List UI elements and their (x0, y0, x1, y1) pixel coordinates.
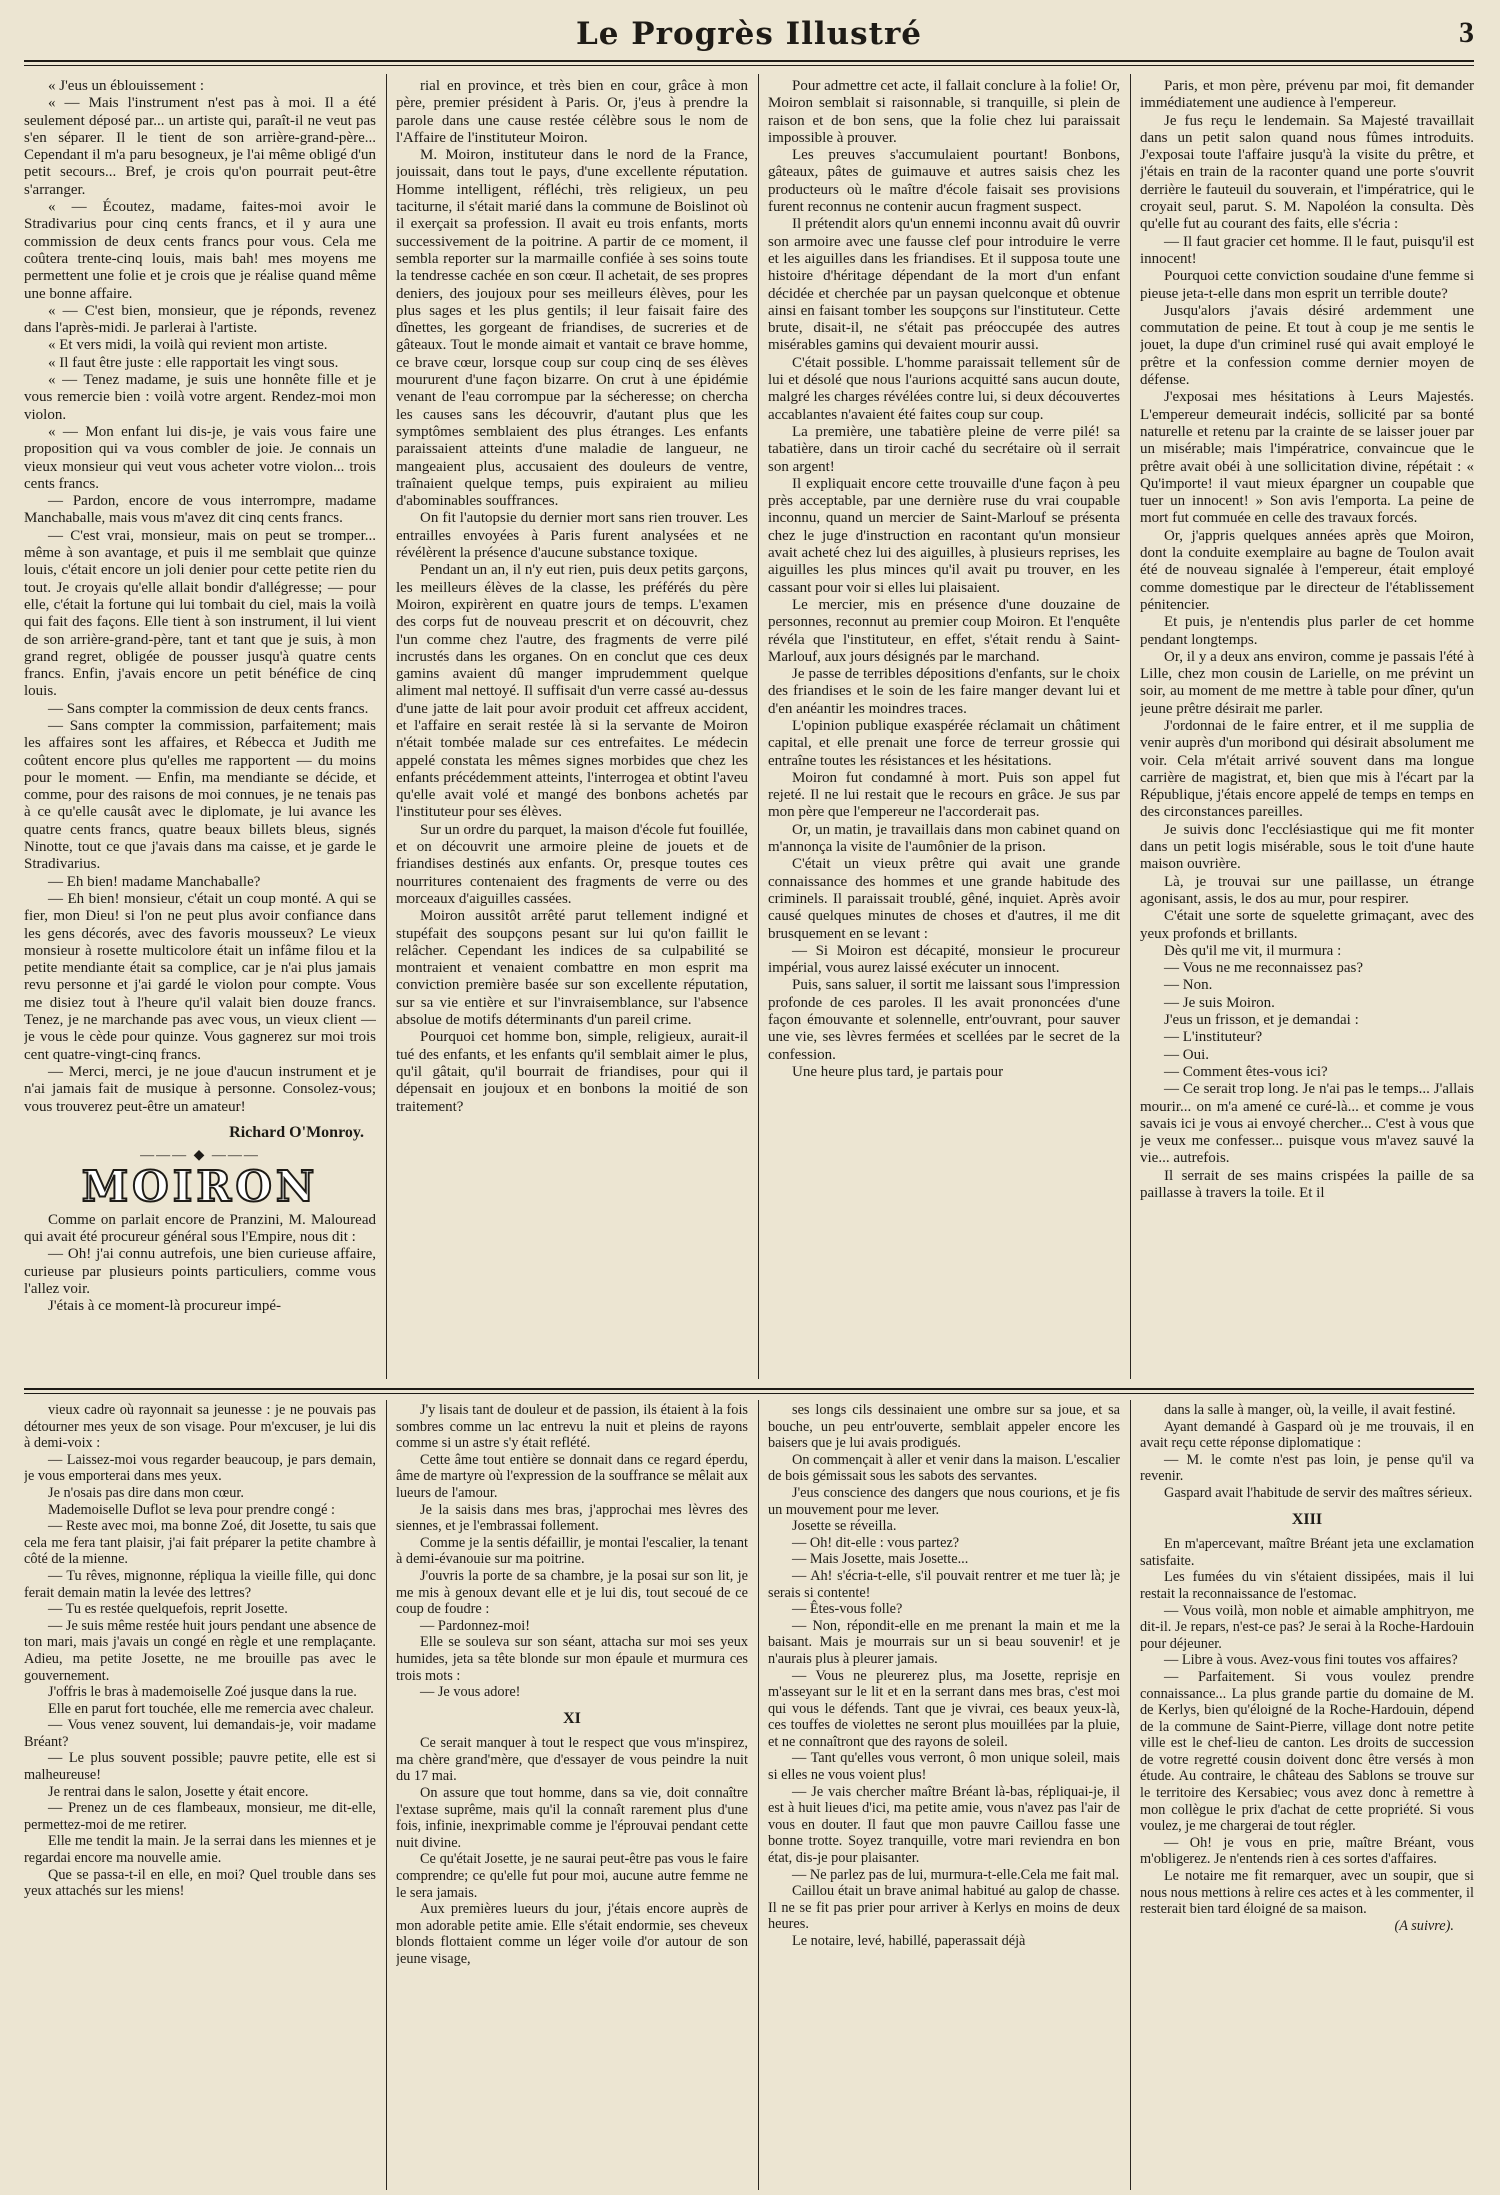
paragraph: Le notaire, levé, habillé, paperassait déjà (792, 1933, 1026, 1949)
paragraph: — Je vous adore! (420, 1684, 521, 1701)
paragraph: — Parfaitement. Si vous voulez prendre connaissance... La plus grande partie du domaine de M. de Kerlys, bien qu'éloigné de la Roche-Hardouin, dépend de la commune de Saint-Pierre, village dont notre petite ville est le chef-lieu de canton. Les droits de succession de votre regretté cousin doivent donc être versés à mon étude. Au contraire, le château des Sablons se trouve sur le territoire des Kersabiec; vous avez donc à remettre à mon collègue le prix d'achat de cette propriété. Si vous voulez, je me chargerai de tout régler. (1140, 1668, 1474, 1835)
paragraph: — Ah! s'écria-t-elle, s'il pouvait rentrer et me tuer là; je serais si contente! (768, 1567, 1120, 1601)
top-column-3 (768, 78, 1120, 1378)
paragraph: « — Écoutez, madame, faites-moi avoir le Stradivarius pour cinq cents francs, et il y aura une commission de deux cents francs pour vous. Cela me coûtera trente-cinq louis, mais bah! mes moyens me permettent une folie et je crois que je réalise quand même une bonne affaire. (24, 199, 376, 302)
paragraph: « — Tenez madame, je suis une honnête fille et je vous remercie bien : voilà votre argent. Rendez-moi mon violon. (24, 372, 376, 423)
paragraph: On assure que tout homme, dans sa vie, doit connaître l'extase suprême, mais qu'il la connaît rarement plus d'une fois, infinie, inexprimable comme je l'éprouvai pendant cette nuit divine. (396, 1785, 748, 1851)
paragraph: Et puis, je n'entendis plus parler de cet homme pendant longtemps. (1140, 614, 1474, 648)
paragraph: Il expliquait encore cette trouvaille d'une façon à peu près acceptable, par une dernière ruse du vrai coupable inconnu, quand un mercier de Saint-Marlouf se présenta chez le juge d'instruction en racontant qu'un monsieur avait acheté chez lui des aiguilles, à plusieurs reprises, les aiguilles les plus minces qu'il avait pu trouver, en les cassant pour voir si elles lui plaisaient. (768, 475, 1120, 596)
paragraph: — Sans compter la commission de deux cents francs. (48, 700, 369, 717)
masthead (24, 14, 1474, 60)
paragraph: J'y lisais tant de douleur et de passion, ils étaient à la fois sombres comme un lac entrevu la nuit et pleins de rayons comme si un astre s'y était reflété. (396, 1402, 748, 1452)
paragraph: « Et vers midi, la voilà qui revient mon artiste. (48, 337, 328, 354)
paragraph: Elle en parut fort touchée, elle me remercia avec chaleur. (48, 1700, 374, 1717)
paragraph: L'opinion publique exaspérée réclamait un châtiment capital, et elle prenait une force de terreur grossie qui entraîne toutes les résistances et les hésitations. (768, 717, 1120, 769)
paragraph: — Êtes-vous folle? (792, 1601, 903, 1618)
paragraph: Pourquoi cet homme bon, simple, religieux, aurait-il tué des enfants, et les enfants qu'il semblait aimer le plus, qu'il gâtait, qu'il bourrait de friandises, pour qui il dépensait en joujoux et en bonbons la moitié de son traitement? (396, 1029, 748, 1115)
paragraph: — Le plus souvent possible; pauvre petite, elle est si malheureuse! (24, 1750, 376, 1784)
paragraph: J'exposai mes hésitations à Leurs Majestés. L'empereur demeurait indécis, sollicité par sa bonté naturelle et retenu par la crainte de se laisser jouer par un misérable; mais l'impératrice, convaincue que le prêtre avait obéi à une sollicitation divine, répétait : « Qu'importe! il vaut mieux épargner un coupable que tuer un innocent! » Son avis l'emporta. La peine de mort fut commuée en celle des travaux forcés. (1140, 389, 1474, 527)
author-signature: Richard O'Monroy. (229, 1123, 364, 1141)
paragraph: Elle se souleva sur son séant, attacha sur moi ses yeux humides, jeta sa tête blonde sur mon épaule et murmura ces trois mots : (396, 1634, 748, 1684)
paragraph: C'était un vieux prêtre qui avait une grande connaissance des hommes et une grande habitude des criminels. Il paraissait troublé, gêné, inquiet. Après avoir causé quelques minutes de choses et d'autres, il me dit brusquement en se levant : (768, 856, 1120, 942)
column-divider (386, 1400, 387, 2190)
paragraph: On commençait à aller et venir dans la maison. L'escalier de bois gémissait sous les sabots des servantes. (768, 1451, 1120, 1485)
newspaper-title: Le Progrès Illustré (575, 16, 923, 52)
paragraph: Or, j'appris quelques années après que Moiron, dont la conduite exemplaire au bagne de Toulon avait été de nouveau signalée à l'empereur, était employé comme domestique par le directeur de l'établissement pénitencier. (1140, 527, 1474, 613)
paragraph: — Pardonnez-moi! (420, 1617, 530, 1634)
paragraph: Il prétendit alors qu'un ennemi inconnu avait dû ouvrir son armoire avec une fausse clef pour introduire le verre et les aiguilles dans les friandises. Et il supposa toute une histoire d'héritage dépendant de la mort d'un enfant décidée et cherchée par un paysan quelconque et obtenue ainsi en faisant tomber les soupçons sur l'instituteur. Cette brute, disait-il, ne s'était pas préoccupée des autres misérables gamins qui devaient mourir aussi. (768, 216, 1120, 354)
paragraph: — Il faut gracier cet homme. Il le faut, puisqu'il est innocent! (1140, 233, 1474, 267)
feuilleton-column-3 (768, 1402, 1120, 2192)
paragraph: — Vous ne pleurerez plus, ma Josette, reprisje en m'asseyant sur le lit et en la serrant dans mes bras, c'est moi qui vous le défends. Tant que je vivrai, ces beaux yeux-là, ces touffes de violettes ne seront plus mouillées par la pluie, et ne connaîtront que des rayons de soleil. (768, 1667, 1120, 1750)
column-divider (1130, 74, 1131, 1379)
header-rule-thick (24, 60, 1474, 62)
paragraph: — Je vais chercher maître Bréant là-bas, répliquai-je, il est à huit lieues d'ici, ma petite amie, vous n'avez pas l'air de vous en douter. Il faut que mon pauvre Caillou fasse une bonne trotte. Soyez tranquille, votre mari reviendra en bon état, dis-je pour plaisanter. (768, 1783, 1120, 1867)
paragraph: « — C'est bien, monsieur, que je réponds, revenez dans l'après-midi. Je parlerai à l'artiste. (24, 302, 376, 337)
paragraph: — Libre à vous. Avez-vous fini toutes vos affaires? (1164, 1652, 1458, 1669)
paragraph: C'était possible. L'homme paraissait tellement sûr de lui et désolé que nous l'aurions acquitté sans aucun doute, malgré les charges révélées contre lui, si deux découvertes accablantes n'avaient été faites coup sur coup. (768, 354, 1120, 423)
paragraph: Là, je trouvai sur une paillasse, un étrange agonisant, assis, le dos au mur, pour respirer. (1140, 873, 1474, 907)
paragraph: — Vous ne me reconnaissez pas? (1164, 960, 1363, 977)
paragraph: On fit l'autopsie du dernier mort sans rien trouver. Les entrailles envoyées à Paris furent analysées et ne révélèrent la présence d'aucune substance toxique. (396, 510, 748, 562)
paragraph: — Si Moiron est décapité, monsieur le procureur impérial, vous aurez laissé exécuter un innocent. (768, 942, 1120, 977)
column-divider (758, 1400, 759, 2190)
paragraph: Comme on parlait encore de Pranzini, M. Malouread qui avait été procureur général sous l'Empire, nous dit : (24, 1211, 376, 1245)
paragraph: Pour admettre cet acte, il fallait conclure à la folie! Or, Moiron semblait si raisonnable, si tranquille, si plein de raison et de bon sens, que la folie chez lui paraissait impossible à prouver. (768, 78, 1120, 146)
paragraph: — Prenez un de ces flambeaux, monsieur, me dit-elle, permettez-moi de me retirer. (24, 1800, 376, 1833)
paragraph: « J'eus un éblouissement : (48, 78, 205, 94)
paragraph: — Ce serait trop long. Je n'ai pas le temps... J'allais mourir... on m'a amené ce curé-là... et comme je vous savais ici je vous ai envoyé chercher... C'est à vous que je veux me confesser... puisque vous m'avez sauvé la vie... autrefois. (1140, 1081, 1474, 1167)
feuilleton-column-2 (396, 1402, 748, 2192)
paragraph: Mademoiselle Duflot se leva pour prendre congé : (48, 1501, 336, 1518)
paragraph: Paris, et mon père, prévenu par moi, fit demander immédiatement une audience à l'empereur. (1140, 78, 1474, 112)
paragraph: Les preuves s'accumulaient pourtant! Bonbons, gâteaux, pâtes de guimauve et autres saisis chez les producteurs où le maître d'école faisait ses provisions furent reconnus ne contenir aucun fragment suspect. (768, 147, 1120, 216)
paragraph: Or, un matin, je travaillais dans mon cabinet quand on m'annonça la visite de l'aumônier de la prison. (768, 821, 1120, 856)
page-number: 3 (1459, 16, 1474, 49)
paragraph: Aux premières lueurs du jour, j'étais encore auprès de mon adorable petite amie. Elle s'était endormie, ses cheveux blonds flottaient comme un léger voile d'or autour de son jeune visage, (396, 1901, 748, 1967)
paragraph: Je passe de terribles dépositions d'enfants, sur le choix des friandises et le soin de les faire manger devant lui et d'en anéantir les moindres traces. (768, 666, 1120, 717)
paragraph: Moiron fut condamné à mort. Puis son appel fut rejeté. Il ne lui restait que le recours en grâce. Je sus par mon père que l'empereur ne l'accorderait pas. (768, 769, 1120, 821)
paragraph: Pourquoi cette conviction soudaine d'une femme si pieuse jeta-t-elle dans mon esprit un terrible doute? (1140, 268, 1474, 302)
paragraph: — Eh bien! madame Manchaballe? (48, 873, 261, 890)
paragraph: Cette âme tout entière se donnait dans ce regard éperdu, âme de martyre où l'expression de la souffrance se mêlait aux lueurs de l'amour. (396, 1451, 748, 1501)
paragraph: dans la salle à manger, où, la veille, il avait festiné. (1164, 1402, 1456, 1418)
paragraph: — Oh! je vous en prie, maître Bréant, vous m'obligerez. Je n'entends rien à ces sortes d'affaires. (1140, 1834, 1474, 1868)
paragraph: rial en province, et très bien en cour, grâce à mon père, premier président à Paris. Or, j'eus à prendre la parole dans une cause restée célèbre sous le nom de l'Affaire de l'instituteur Moiron. (396, 78, 748, 146)
paragraph: J'étais à ce moment-là procureur impé- (48, 1298, 282, 1315)
feuilleton-column-1 (24, 1402, 376, 2192)
paragraph: ses longs cils dessinaient une ombre sur sa joue, et sa bouche, un peu entr'ouverte, semblait appeler encore les baisers que je lui avais prodigués. (768, 1402, 1120, 1452)
paragraph: — M. le comte n'est pas loin, je pense qu'il va revenir. (1140, 1451, 1474, 1485)
paragraph: — Je suis même restée huit jours pendant une absence de ton mari, mais j'avais un congé en règle et une remplaçante. Adieu, ma petite Josette, ne me brouille pas avec le gouvernement. (24, 1617, 376, 1684)
paragraph: — Vous venez souvent, lui demandais-je, voir madame Bréant? (24, 1717, 376, 1750)
paragraph: — Oh! j'ai connu autrefois, une bien curieuse affaire, curieuse par plusieurs points particuliers, comme vous l'allez voir. (24, 1246, 376, 1297)
paragraph: Ce serait manquer à tout le respect que vous m'inspirez, ma chère grand'mère, que d'essayer de vous peindre la nuit du 17 mai. (396, 1735, 748, 1785)
paragraph: Le notaire me fit remarquer, avec un soupir, que si nous nous mettions à relire ces actes et à les commenter, il resterait bien tard éloigné de sa maison. (1140, 1868, 1474, 1918)
paragraph: — Reste avec moi, ma bonne Zoé, dit Josette, tu sais que cela me fera tant plaisir, j'ai fait préparer la petite chambre à côté de la mienne. (24, 1518, 376, 1568)
paragraph: En m'apercevant, maître Bréant jeta une exclamation satisfaite. (1140, 1536, 1474, 1569)
top-column-4 (1140, 78, 1474, 1378)
paragraph: — Comment êtes-vous ici? (1164, 1063, 1328, 1080)
paragraph: Gaspard avait l'habitude de servir des maîtres sérieux. (1164, 1484, 1473, 1501)
paragraph: Je suivis donc l'ecclésiastique qui me fit monter dans un petit logis misérable, sous le toit d'une haute maison ouvrière. (1140, 821, 1474, 873)
paragraph: Je n'osais pas dire dans mon cœur. (48, 1484, 244, 1501)
paragraph: Ce qu'était Josette, je ne saurai peut-être pas vous le faire comprendre; ce qu'elle fut pour moi, aucune autre femme ne le sera jamais. (396, 1851, 748, 1901)
paragraph: « — Mon enfant lui dis-je, je vais vous faire une proposition qui va vous combler de joie. Je connais un vieux monsieur qui veut vous acheter votre violon... trois cents francs. (24, 423, 376, 492)
paragraph: M. Moiron, instituteur dans le nord de la France, jouissait, dans tout le pays, d'une excellente réputation. Homme intelligent, réfléchi, très religieux, un peu taciturne, il s'était marié dans la commune de Boislinot où il exerçait sa profession. Il avait eu trois enfants, morts successivement de la poitrine. A partir de ce moment, il sembla reporter sur la marmaille confiée à ses soins toute la tendresse cachée en son cœur. Il achetait, de ses propres deniers, des joujoux pour ses meilleurs élèves, pour les plus sages et les plus gentils; il leur faisait faire des dînettes, les gorgeant de friandises, de sucreries et de gâteaux. Tout le monde aimait et vantait ce brave homme, ce brave cœur, lorsque coup sur coup cinq de ses élèves moururent d'une façon bizarre. On crut à une épidémie venant de l'eau corrompue par la sécheresse; on chercha les causes sans les découvrir, d'autant plus que les symptômes semblaient des plus étranges. Les enfants paraissaient atteints d'une maladie de langueur, ne mangeaient plus, accusaient des douleurs de ventre, traînaient quelque temps, puis expiraient au milieu d'abominables souffrances. (396, 147, 748, 510)
section-separator (24, 1388, 1474, 1390)
top-column-1 (24, 78, 376, 1378)
paragraph: « — Mais l'instrument n'est pas à moi. Il a été seulement déposé par... un artiste qui, paraît-il ne veut pas s'en séparer. Il le tient de son arrière-grand-père... Cependant il m'a paru besogneux, je l'ai même obligé d'un petit secours... Bref, je crois qu'on pourrait peut-être s'arranger. (24, 95, 376, 198)
paragraph: — Tu rêves, mignonne, répliqua la vieille fille, qui donc ferait demain matin la levée des lettres? (24, 1567, 376, 1601)
paragraph: Jusqu'alors j'avais désiré ardemment une commutation de peine. Et tout à coup je me sentis le jouet, la dupe d'un criminel rusé qui avait employé le prêtre et la confession comme dernier moyen de défense. (1140, 302, 1474, 389)
paragraph: — Oh! dit-elle : vous partez? (792, 1534, 960, 1551)
paragraph: Je rentrai dans le salon, Josette y était encore. (48, 1783, 309, 1800)
paragraph: — Ne parlez pas de lui, murmura-t-elle.Cela me fait mal. (792, 1866, 1120, 1883)
paragraph: Elle me tendit la main. Je la serrai dans les miennes et je regardai encore ma nouvelle amie. (24, 1833, 376, 1867)
paragraph: — Sans compter la commission, parfaitement; mais les affaires sont les affaires, et Rébecca et Judith me coûtent encore plus qu'elles me rapportent — du moins pour le moment. — Enfin, ma mendiante se décide, et comme, pour des raisons de moi connues, je ne tenais pas à ce qu'elle causât avec le diplomate, je lui avance les quatre cents francs, quatre beaux billets bleus, signés Ninotte, tout ce que j'avais dans ma caisse, et je garde le Stradivarius. (24, 717, 376, 873)
paragraph: Comme je la sentis défaillir, je montai l'escalier, la tenant à demi-évanouie sur ma poitrine. (396, 1534, 748, 1568)
column-divider (386, 74, 387, 1379)
article-title: MOIRON (81, 1162, 319, 1212)
paragraph: « Il faut être juste : elle rapportait les vingt sous. (48, 354, 339, 371)
paragraph: — Tu es restée quelquefois, reprit Josette. (48, 1601, 288, 1618)
top-column-2 (396, 78, 748, 1378)
feuilleton-column-4 (1140, 1402, 1474, 2192)
paragraph: Je fus reçu le lendemain. Sa Majesté travaillait dans un petit salon quand nous fûmes introduits. J'exposai toute l'affaire jusqu'à la visite du prêtre, et j'étais en train de la raconter quand une porte s'ouvrit derrière le fauteuil du souverain, et l'impératrice, qui le croyait seul, parut. S. M. Napoléon la consulta. Dès qu'elle fut au courant des faits, elle s'écria : (1140, 112, 1474, 233)
paragraph: — Non, répondit-elle en me prenant la main et me la baisant. Mais je mourrais sur un si beau souvenir! et je n'aurais plus à pleurer jamais. (768, 1617, 1120, 1667)
paragraph: — Oui. (1164, 1046, 1209, 1063)
paragraph: C'était une sorte de squelette grimaçant, avec des yeux profonds et brillants. (1140, 908, 1474, 942)
paragraph: J'eus un frisson, et je demandai : (1164, 1012, 1359, 1029)
section-divider: ——— ◆ ——— (140, 1148, 260, 1164)
paragraph: — C'est vrai, monsieur, mais on peut se tromper... même à son avantage, et puis il me semblait que quinze louis, c'était encore un joli denier pour cette petite rien du tout. Je croyais qu'elle allait bondir d'allégresse; — pour elle, c'était la fortune qui lui tombait du ciel, mais la voilà qui fait des façons. Elle tient à son instrument, il lui vient de son arrière-grand-père, tant et tant que je suis, à mon grand regret, obligée de pousser jusqu'à quatre cents francs. Enfin, j'avais encore un petit bénéfice de cinq louis. (24, 527, 376, 700)
paragraph: Que se passa-t-il en elle, en moi? Quel trouble dans ses yeux attachés sur les miens! (24, 1866, 376, 1900)
to-be-continued: (A suivre). (1394, 1917, 1454, 1934)
chapter-heading: XIII (1291, 1510, 1323, 1528)
paragraph: Caillou était un brave animal habitué au galop de chasse. Il ne se fit pas prier pour arriver à Kerlys en moins de deux heures. (768, 1883, 1120, 1933)
paragraph: Les fumées du vin s'étaient dissipées, mais il lui restait la reconnaissance de l'estomac. (1140, 1569, 1474, 1602)
paragraph: J'eus conscience des dangers que nous courions, et je fis un mouvement pour me lever. (768, 1484, 1120, 1518)
paragraph: — Non. (1164, 977, 1213, 994)
chapter-heading: XI (563, 1709, 581, 1727)
paragraph: Une heure plus tard, je partais pour (792, 1063, 1004, 1080)
paragraph: Josette se réveilla. (792, 1518, 897, 1535)
paragraph: J'ouvris la porte de sa chambre, je la posai sur son lit, je me mis à genoux devant elle et je lui dis, tout secoué de ce coup de foudre : (396, 1567, 748, 1618)
paragraph: J'ordonnai de le faire entrer, et il me supplia de venir auprès d'un moribond qui désirait absolument me voir. Cela m'était arrivé souvent dans ma longue carrière de magistrat, et, bien que mis à l'écart par la République, j'étais encore appelé de temps en temps en des circonstances pareilles. (1140, 717, 1474, 821)
column-divider (758, 74, 759, 1379)
paragraph: — Vous voilà, mon noble et aimable amphitryon, me dit-il. Je repars, n'est-ce pas? Je serai à la Roche-Hardouin pour déjeuner. (1140, 1602, 1474, 1652)
paragraph: — Tant qu'elles vous verront, ô mon unique soleil, mais si elles ne vous voient plus! (768, 1750, 1120, 1784)
paragraph: — Laissez-moi vous regarder beaucoup, je pars demain, je vous emporterai dans mes yeux. (24, 1451, 376, 1485)
paragraph: — Pardon, encore de vous interrompre, madame Manchaballe, mais vous m'avez dit cinq cents francs. (24, 493, 376, 527)
header-rule-thin (24, 65, 1474, 66)
paragraph: Dès qu'il me vit, il murmura : (1164, 942, 1342, 959)
paragraph: Sur un ordre du parquet, la maison d'école fut fouillée, et on découvrit une armoire pleine de jouets et de friandises destinés aux enfants. Or, presque toutes ces nourritures contenaient des fragments de verre ou des morceaux d'aiguilles cassées. (396, 821, 748, 907)
paragraph: — L'instituteur? (1164, 1029, 1263, 1046)
paragraph: Pendant un an, il n'y eut rien, puis deux petits garçons, les meilleurs élèves de la classe, les préférés du père Moiron, expirèrent en quatre jours de temps. L'examen des corps fut de nouveau prescrit et on découvrit, chez l'un comme chez l'autre, des fragments de verre pilé incrustés dans les organes. On en conclut que ces deux gamins avaient dû manger imprudemment quelque aliment mal nettoyé. Il suffisait d'un verre cassé au-dessus d'une jatte de lait pour avoir produit cet affreux accident, et l'affaire en serait restée là si la servante de Moiron n'était tombée malade sur ces entrefaites. Le médecin appelé constata les mêmes signes morbides que chez les enfants précédemment atteints, l'interrogea et obtint l'aveu qu'elle avait volé et mangé des bonbons achetés par l'instituteur pour ses élèves. (396, 562, 748, 821)
paragraph: Puis, sans saluer, il sortit me laissant sous l'impression profonde de ces paroles. Il les avait prononcées d'une façon émouvante et solennelle, entr'ouvrant, pour sauver une vie, ses lèvres fermées et scellées par le secret de la confession. (768, 977, 1120, 1063)
paragraph: Moiron aussitôt arrêté parut tellement indigné et stupéfait des soupçons pesant sur lui qu'on faillit le relâcher. Cependant les indices de sa culpabilité se montraient et venaient combattre en mon esprit ma conviction première basée sur son excellente réputation, sur sa vie entière et sur l'invraisemblance, sur l'absence absolue de motifs déterminants d'un pareil crime. (396, 908, 748, 1029)
paragraph: Ayant demandé à Gaspard où je me trouvais, il en avait reçu cette réponse diplomatique : (1140, 1418, 1474, 1452)
section-separator-thin (24, 1393, 1474, 1394)
paragraph: vieux cadre où rayonnait sa jeunesse : je ne pouvais pas détourner mes yeux de son visage. Pour m'excuser, je lui dis à demi-voix : (24, 1402, 376, 1452)
paragraph: La première, une tabatière pleine de verre pilé! sa tabatière, dans un tiroir caché du secrétaire où il serrait son argent! (768, 423, 1120, 475)
paragraph: — Je suis Moiron. (1164, 994, 1275, 1011)
paragraph: Je la saisis dans mes bras, j'approchai mes lèvres des siennes, et je l'embrassai follement. (396, 1501, 748, 1535)
paragraph: J'offris le bras à mademoiselle Zoé jusque dans la rue. (48, 1684, 357, 1701)
column-divider (1130, 1400, 1131, 2190)
paragraph: — Eh bien! monsieur, c'était un coup monté. A qui se fier, mon Dieu! si l'on ne peut plus avoir confiance dans les gens décorés, avec des favoris mousseux? Le vieux monsieur à rosette multicolore était un infâme filou et la petite mendiante était sa complice, car je n'ai plus jamais revu personne et j'ai gardé le violon pour compte. Vous me disiez tout à l'heure qu'il valait bien douze francs. Tenez, je ne marchande pas avec vous, un vieux client — je vous le cède pour quinze. Vous gagnerez sur moi trois cent quatre-vingt-cinq francs. (24, 890, 376, 1063)
paragraph: Le mercier, mis en présence d'une douzaine de personnes, reconnut au premier coup Moiron. Et l'enquête révéla que l'instituteur, en effet, s'était rendu à Saint-Marlouf, aux jours désignés par le marchand. (768, 596, 1120, 665)
paragraph: — Mais Josette, mais Josette... (792, 1551, 969, 1568)
paragraph: Il serrait de ses mains crispées la paille de sa paillasse à travers la toile. Et il (1140, 1167, 1474, 1201)
paragraph: Or, il y a deux ans environ, comme je passais l'été à Lille, chez mon cousin de Larielle, on me prévint un soir, au moment de me mettre à table pour dîner, qu'un jeune prêtre désirait me parler. (1140, 648, 1474, 717)
paragraph: — Merci, merci, je ne joue d'aucun instrument et je n'ai jamais fait de musique à personne. Consolez-vous; vous trouverez peut-être un amateur! (24, 1063, 376, 1115)
